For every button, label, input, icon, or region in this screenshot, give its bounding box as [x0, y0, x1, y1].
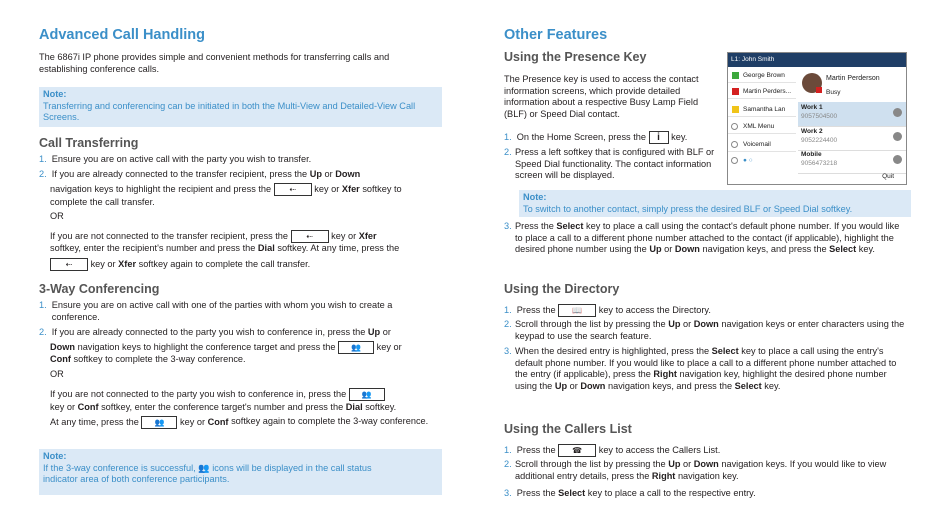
transfer-step-1: Ensure you are on active call with the party you wish to transfer.	[51, 154, 312, 164]
dial-icon	[893, 132, 902, 141]
presence-step-3-text: key to place a call using the contact's default phone number. If you would like to place a call to a different phone number attached to the contact (if applicable), highlight the desired phone number using the	[515, 221, 900, 255]
phone-blf-item	[728, 103, 796, 117]
note-title: Note:	[523, 192, 547, 202]
phone-blf-item	[728, 85, 796, 99]
key-or-text: key or	[50, 402, 76, 412]
directory-key-icon: 📖	[558, 304, 596, 317]
note-body: To switch to another contact, simply press the desired BLF or Speed Dial softkey.	[523, 203, 853, 214]
callers-list-key-icon: ☎	[558, 444, 596, 457]
presence-step-3-text-b: navigation keys, and press the	[702, 244, 827, 255]
xfer-softkey-label: Xfer	[358, 230, 377, 241]
note-title: Note:	[43, 89, 67, 99]
press-the-text: Press the	[515, 221, 554, 231]
radio-icon	[731, 141, 738, 148]
up-key-label: Up	[367, 327, 381, 337]
down-key-label: Down	[693, 319, 719, 329]
callers-step-1: key to access the Callers List.	[598, 444, 721, 455]
down-key-label: Down	[580, 380, 606, 391]
transfer-step-2-end: complete the call transfer.	[50, 197, 155, 207]
xfer-softkey-label: Xfer	[118, 258, 137, 269]
directory-step-3-b: key to place a call using the entry's default phone number. If you would like to place a call to a different phone number attached to the entry (if applicable), press the	[515, 346, 897, 380]
or-text: or	[664, 244, 673, 255]
entry-label: Work 2	[801, 128, 823, 135]
transfer-alt-text: If you are not connected to the transfer recipient, press the	[50, 230, 288, 241]
status-yellow-icon	[732, 106, 739, 113]
entry-label: Mobile	[801, 151, 822, 158]
phone-screen-illustration	[727, 52, 907, 185]
conf-step-1: Ensure you are on active call with one of the parties with whom you wish to create a conference.	[51, 300, 393, 322]
down-key-label: Down	[674, 244, 700, 255]
status-red-icon	[732, 88, 739, 95]
conference-key-icon: 👥	[141, 416, 177, 429]
presence-step-1: On the Home Screen, press the	[516, 131, 646, 142]
transfer-step-2-text-b: navigation keys to highlight the recipient and press the	[50, 183, 272, 194]
transfer-key-icon: ⇠	[291, 230, 329, 243]
key-or-text: key or	[331, 230, 357, 241]
intro-paragraph: The 6867i IP phone provides simple and convenient methods for transferring calls and establishing conference calls.	[39, 52, 390, 74]
busy-status-icon	[816, 87, 822, 93]
presence-step-2: Press a left softkey that is configured with BLF or Speed Dial functionality. The contact information screen will be displayed.	[515, 147, 715, 181]
up-key-label: Up	[554, 380, 568, 391]
conf-softkey-label: Conf	[207, 416, 229, 427]
key-or-text: key or	[376, 341, 402, 352]
key-text: key.	[858, 244, 875, 255]
transfer-step-2-text: If you are already connected to the transfer recipient, press the	[51, 169, 308, 179]
conference-key-icon: 👥	[349, 388, 385, 401]
key-or-text: key or	[314, 183, 340, 194]
right-key-label: Right	[651, 470, 676, 481]
or-text: or	[382, 327, 391, 337]
up-key-label: Up	[668, 459, 681, 469]
phone-entry	[798, 126, 906, 151]
menu-label: Voicemail	[743, 141, 771, 148]
conf-step-2-text-c: softkey to complete the 3-way conference.	[73, 354, 246, 364]
entry-label: Work 1	[801, 104, 823, 111]
dial-icon	[893, 155, 902, 164]
select-key-label: Select	[829, 244, 857, 255]
entry-number: 9057504500	[801, 113, 838, 120]
directory-step-3-c: navigation key, highlight the desired phone number using the	[515, 369, 887, 391]
presence-step-3: 3. Press the Select key to place a call using the contact's default phone number. If you would like to place a call to a different phone number attached to the contact (if applicable), highlight the desired phone number using the Up or Down navigation keys, and press the Select key.	[504, 221, 900, 255]
note2-text-a: If the 3-way conference is successful,	[43, 462, 196, 473]
info-key-icon: i	[649, 131, 669, 144]
key-or-text: key or	[90, 258, 116, 269]
press-the-text: Press the	[516, 488, 556, 498]
or-separator: OR	[50, 369, 64, 379]
heading-presence-key: Using the Presence Key	[504, 50, 647, 64]
select-key-label: Select	[558, 488, 586, 498]
conf-softkey-label: Conf	[50, 354, 71, 364]
conf-step-2-text: If you are already connected to the party you wish to conference in, press the	[51, 327, 366, 337]
note-box-3	[519, 190, 911, 217]
directory-step-3-d: navigation keys, and press the	[607, 380, 733, 391]
right-key-label: Right	[653, 369, 677, 380]
select-key-label: Select	[556, 221, 584, 231]
transfer-alt-text-d: softkey again to complete the call transfer.	[138, 258, 311, 269]
press-the-text: Press the	[516, 304, 556, 315]
conf-softkey-label: Conf	[77, 402, 99, 412]
phone-entry-highlighted	[798, 102, 906, 127]
heading-callers-list: Using the Callers List	[504, 422, 632, 436]
note-title: Note:	[43, 451, 67, 461]
phone-menu-item	[728, 120, 796, 134]
down-key-label: Down	[335, 169, 361, 179]
xfer-softkey-label: Xfer	[341, 183, 360, 194]
key-text: key.	[764, 380, 781, 391]
radio-icon	[731, 123, 738, 130]
note-box-1	[39, 87, 442, 127]
or-text: or	[683, 319, 692, 329]
conf-alt-text-d: softkey again to complete the 3-way conference.	[231, 416, 429, 426]
note2-text-b: icons will be displayed in the call status	[212, 462, 372, 473]
dial-icon	[893, 108, 902, 117]
directory-step-2-b: navigation keys or enter characters using the keypad to use the search feature.	[515, 319, 905, 341]
heading-directory: Using the Directory	[504, 282, 620, 296]
up-key-label: Up	[309, 169, 322, 179]
or-separator: OR	[50, 211, 64, 221]
phone-menu-item	[728, 138, 796, 152]
conf-alt-text-b: softkey, enter the conference target's number and press the	[101, 402, 344, 412]
conference-icon: 👥	[198, 462, 210, 473]
callers-step-2-c: navigation key.	[677, 470, 739, 481]
blf-label: Martin Perders...	[743, 88, 792, 95]
callers-step-2-b: navigation keys. If you would like to view additional entry details, press the	[515, 459, 887, 481]
page-dots-icon: ● ○	[743, 157, 753, 164]
key-text: key.	[671, 131, 688, 142]
contact-name: Martin Perderson	[826, 75, 880, 82]
callers-step-3: key to place a call to the respective entry.	[587, 488, 756, 498]
select-key-label: Select	[734, 380, 762, 391]
blf-label: Samantha Lan	[743, 106, 786, 113]
contact-status: Busy	[826, 89, 841, 96]
note-box-2	[39, 449, 442, 495]
phone-blf-item	[728, 69, 796, 83]
section-title-other-features: Other Features	[504, 27, 608, 43]
select-key-label: Select	[711, 346, 739, 356]
section-title-advanced-call-handling: Advanced Call Handling	[39, 27, 205, 43]
softkey-to-text: softkey to	[362, 183, 402, 194]
entry-number: 9056473218	[801, 160, 838, 167]
status-green-icon	[732, 72, 739, 79]
press-the-text: Press the	[516, 444, 556, 455]
or-text: or	[324, 169, 333, 179]
callers-step-2: Scroll through the list by pressing the	[515, 459, 666, 469]
or-text: or	[683, 459, 692, 469]
up-key-label: Up	[649, 244, 662, 255]
quit-softkey: Quit	[882, 173, 894, 180]
dial-softkey-label: Dial	[257, 243, 275, 253]
menu-label: XML Menu	[743, 123, 775, 130]
conf-alt-text-c: At any time, press the	[50, 416, 139, 427]
conf-step-2-text-b: navigation keys to highlight the conference target and press the	[77, 341, 336, 352]
heading-3-way-conferencing: 3-Way Conferencing	[39, 282, 160, 296]
blf-label: George Brown	[743, 72, 785, 79]
directory-step-3: When the desired entry is highlighted, press the	[515, 346, 710, 356]
softkey-text: softkey.	[365, 402, 397, 412]
down-key-label: Down	[50, 341, 76, 352]
directory-step-1: key to access the Directory.	[598, 304, 711, 315]
down-key-label: Down	[693, 459, 719, 469]
dial-softkey-label: Dial	[345, 402, 363, 412]
entry-number: 9052224400	[801, 137, 838, 144]
transfer-alt-text-c: softkey. At any time, press the	[277, 243, 400, 253]
phone-page-indicator	[728, 154, 796, 168]
directory-step-2: Scroll through the list by pressing the	[515, 319, 666, 329]
heading-call-transferring: Call Transferring	[39, 136, 139, 150]
key-or-text: key or	[179, 416, 206, 427]
radio-icon	[731, 157, 738, 164]
up-key-label: Up	[668, 319, 681, 329]
presence-paragraph: The Presence key is used to access the contact information screens, which provide detailed information about a respective Busy Lamp Field (BLF) or Speed Dial contact.	[504, 74, 699, 119]
conference-key-icon: 👥	[338, 341, 374, 354]
note2-text-c: indicator area of both conference participants.	[43, 474, 230, 485]
conf-alt-text: If you are not connected to the party you wish to conference in, press the	[50, 388, 347, 399]
transfer-key-icon: ⇠	[50, 258, 88, 271]
phone-entry	[798, 149, 906, 174]
transfer-alt-text-b: softkey, enter the recipient's number and press the	[50, 243, 256, 253]
or-text: or	[569, 380, 578, 391]
phone-line-header: L1: John Smith	[728, 53, 906, 67]
transfer-key-icon: ⇠	[274, 183, 312, 196]
note-body: Transferring and conferencing can be initiated in both the Multi-View and Detailed-View Call Screens.	[43, 100, 416, 123]
